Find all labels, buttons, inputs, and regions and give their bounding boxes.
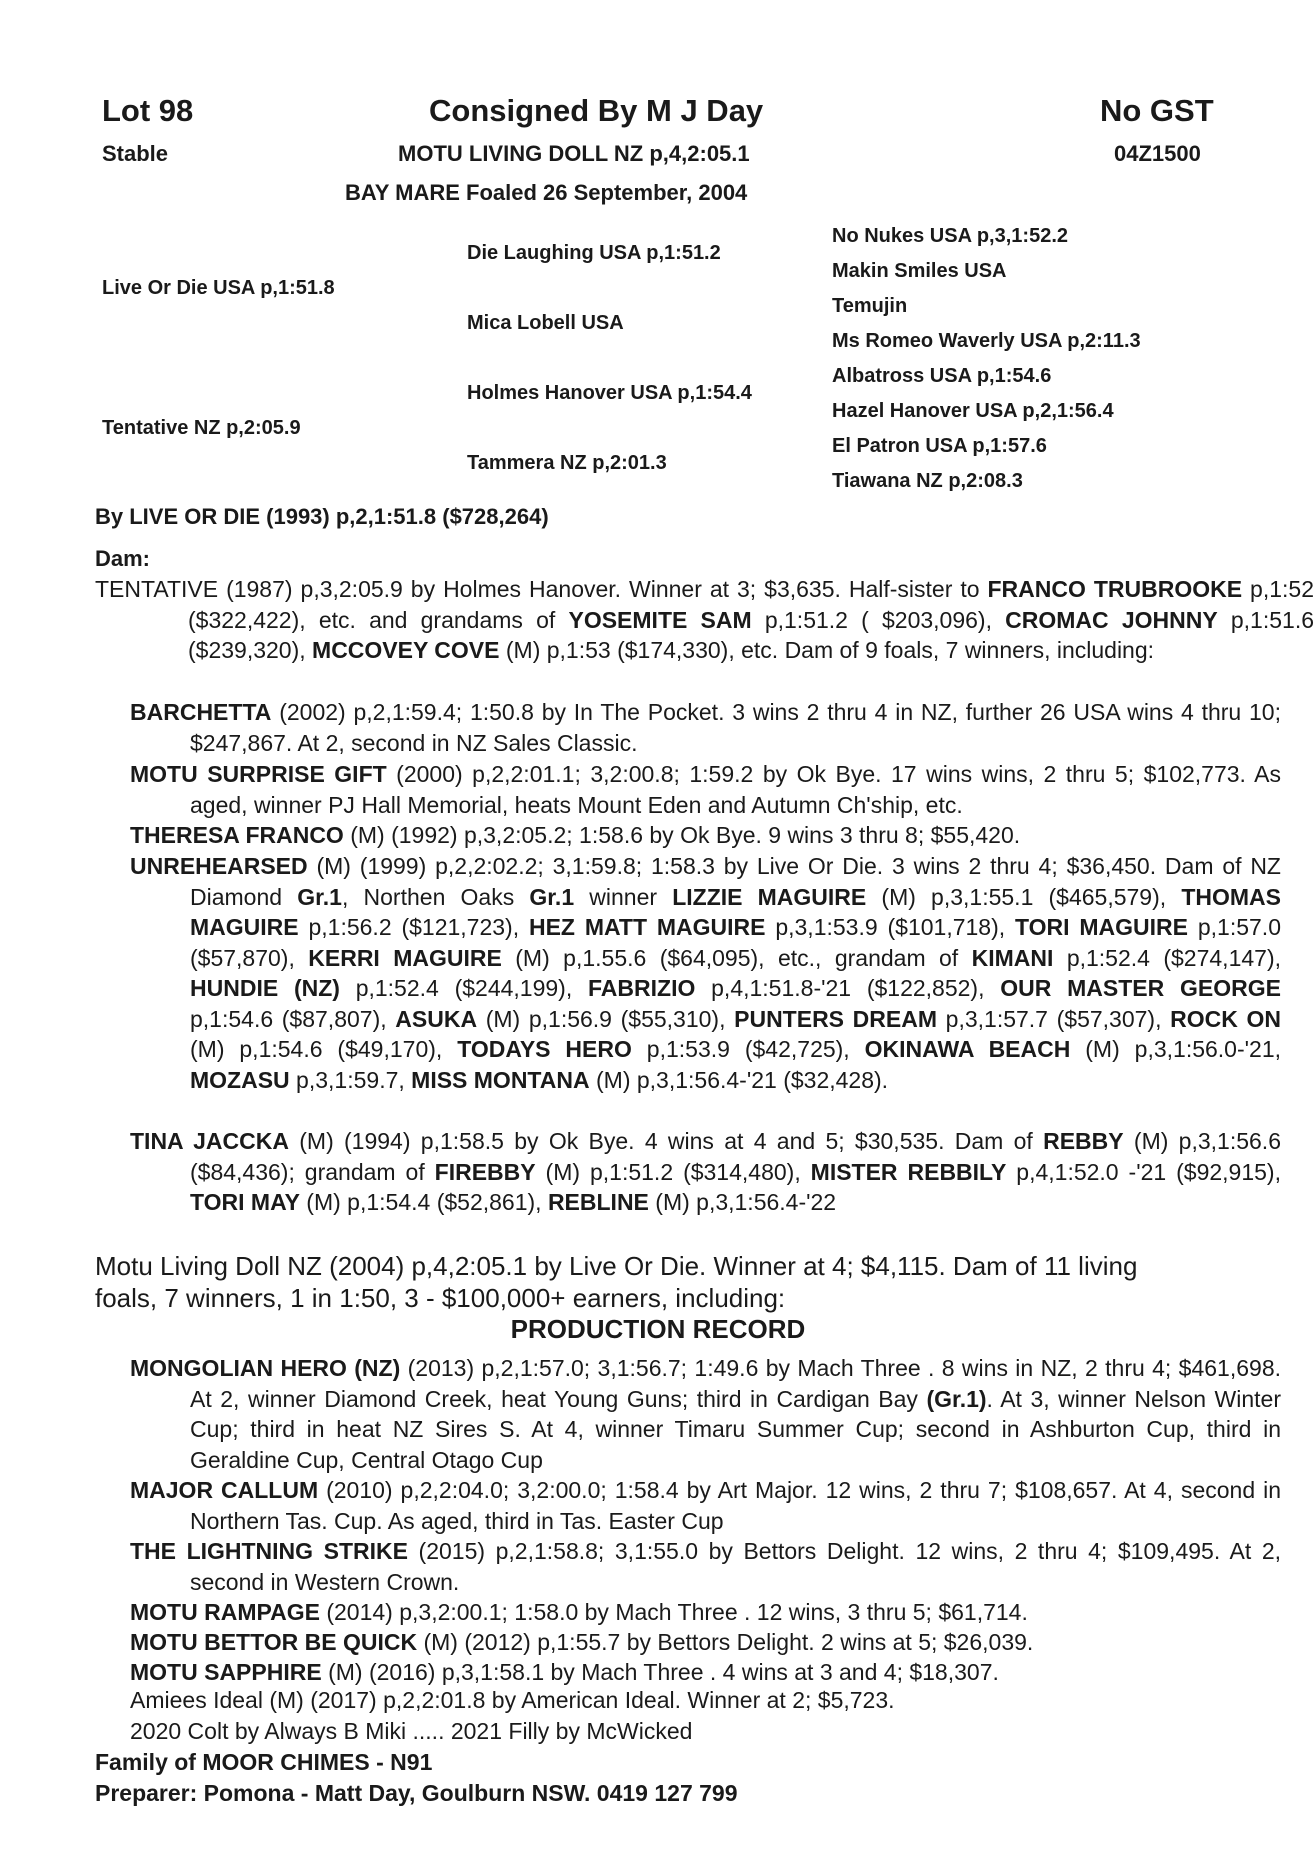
pedigree-dam-dam: Tammera NZ p,2:01.3: [467, 452, 667, 474]
production-entry: Amiees Ideal (M) (2017) p,2,2:01.8 by American Ideal. Winner at 2; $5,723.: [130, 1687, 895, 1713]
horse-name: MOTU LIVING DOLL NZ p,4,2:05.1: [398, 141, 750, 166]
pedigree-gen3: Ms Romeo Waverly USA p,2:11.3: [832, 330, 1141, 352]
family-line: Family of MOOR CHIMES - N91: [95, 1749, 433, 1775]
stable-label: Stable: [102, 141, 169, 166]
mare-summary: Motu Living Doll NZ (2004) p,4,2:05.1 by Live Or Die. Winner at 4; $4,115. Dam of 11 living foals, 7 winners, 1 in 1:50, 3 - $100,000+ earners, including:: [95, 1251, 1138, 1313]
progeny-entry: THERESA FRANCO (M) (1992) p,3,2:05.2; 1:58.6 by Ok Bye. 9 wins 3 thru 8; $55,420.: [130, 822, 1021, 848]
production-entry: MOTU RAMPAGE (2014) p,3,2:00.1; 1:58.0 by Mach Three . 12 wins, 3 thru 5; $61,714.: [130, 1599, 1028, 1625]
pedigree-sire-sire: Die Laughing USA p,1:51.2: [467, 242, 721, 264]
pedigree-dam-sire: Holmes Hanover USA p,1:54.4: [467, 382, 752, 404]
pedigree-gen3: Tiawana NZ p,2:08.3: [832, 470, 1023, 492]
gst-status: No GST: [1100, 93, 1214, 128]
production-entry: THE LIGHTNING STRIKE (2015) p,2,1:58.8; 3,1:55.0 by Bettors Delight. 12 wins, 2 thru 4; $109,495. At 2, second in Western Crown.: [130, 1538, 1281, 1595]
production-record-title: PRODUCTION RECORD: [510, 1314, 806, 1344]
production-entry: MONGOLIAN HERO (NZ) (2013) p,2,1:57.0; 3,1:56.7; 1:49.6 by Mach Three . 8 wins in NZ, 2 thru 4; $461,698. At 2, winner Diamond Creek, heat Young Guns; third in Cardigan Bay (Gr.1). At 3, winner Nelson Winter Cup; third in heat NZ Sires S. At 4, winner Timaru Summer Cup; second in Ashburton Cup, third in Geraldine Cup, Central Otago Cup: [130, 1355, 1281, 1473]
pedigree-sire-dam: Mica Lobell USA: [467, 312, 624, 334]
lot-number: Lot 98: [102, 93, 194, 128]
progeny-entry: BARCHETTA (2002) p,2,1:59.4; 1:50.8 by In The Pocket. 3 wins 2 thru 4 in NZ, further 26 USA wins 4 thru 10; $247,867. At 2, second in NZ Sales Classic.: [130, 699, 1281, 756]
lot-code: 04Z1500: [1114, 141, 1201, 166]
pedigree-gen3: Makin Smiles USA: [832, 260, 1007, 282]
pedigree-sire: Live Or Die USA p,1:51.8: [102, 277, 335, 299]
production-entry: MAJOR CALLUM (2010) p,2,2:04.0; 3,2:00.0; 1:58.4 by Art Major. 12 wins, 2 thru 7; $108,657. At 4, second in Northern Tas. Cup. As aged, third in Tas. Easter Cup: [130, 1477, 1281, 1534]
dam-description: TENTATIVE (1987) p,3,2:05.9 by Holmes Hanover. Winner at 3; $3,635. Half-sister to FRANCO TRUBROOKE p,1:52 ($322,422), etc. and grandams of YOSEMITE SAM p,1:51.2 ( $203,096), CROMAC JOHNNY p,1:51.6 ($239,320), MCCOVEY COVE (M) p,1:53 ($174,330), etc. Dam of 9 foals, 7 winners, including:: [95, 576, 1315, 663]
dam-label: Dam:: [95, 546, 151, 571]
pedigree-gen3: El Patron USA p,1:57.6: [832, 435, 1047, 457]
progeny-entry: MOTU SURPRISE GIFT (2000) p,2,2:01.1; 3,2:00.8; 1:59.2 by Ok Bye. 17 wins wins, 2 thru 5; $102,773. As aged, winner PJ Hall Memorial, heats Mount Eden and Autumn Ch'ship, etc.: [130, 761, 1281, 818]
pedigree-gen3: No Nukes USA p,3,1:52.2: [832, 225, 1069, 247]
production-entry: MOTU BETTOR BE QUICK (M) (2012) p,1:55.7 by Bettors Delight. 2 wins at 5; $26,039.: [130, 1629, 1034, 1655]
progeny-entry: UNREHEARSED (M) (1999) p,2,2:02.2; 3,1:59.8; 1:58.3 by Live Or Die. 3 wins 2 thru 4; $36,450. Dam of NZ Diamond Gr.1, Northen Oaks Gr.1 winner LIZZIE MAGUIRE (M) p,3,1:55.1 ($465,579), THOMAS MAGUIRE p,1:56.2 ($121,723), HEZ MATT MAGUIRE p,3,1:53.9 ($101,718), TORI MAGUIRE p,1:57.0 ($57,870), KERRI MAGUIRE (M) p,1.55.6 ($64,095), etc., grandam of KIMANI p,1:52.4 ($274,147), HUNDIE (NZ) p,1:52.4 ($244,199), FABRIZIO p,4,1:51.8-'21 ($122,852), OUR MASTER GEORGE p,1:54.6 ($87,807), ASUKA (M) p,1:56.9 ($55,310), PUNTERS DREAM p,3,1:57.7 ($57,307), ROCK ON (M) p,1:54.6 ($49,170), TODAYS HERO p,1:53.9 ($42,725), OKINAWA BEACH (M) p,3,1:56.0-'21, MOZASU p,3,1:59.7, MISS MONTANA (M) p,3,1:56.4-'21 ($32,428).: [130, 853, 1282, 1093]
pedigree-gen3: Temujin: [832, 295, 908, 317]
pedigree-gen3: Albatross USA p,1:54.6: [832, 365, 1052, 387]
consignor: Consigned By M J Day: [429, 93, 764, 128]
progeny-entry: TINA JACCKA (M) (1994) p,1:58.5 by Ok Bye. 4 wins at 4 and 5; $30,535. Dam of REBBY (M) p,3,1:56.6 ($84,436); grandam of FIREBBY (M) p,1:51.2 ($314,480), MISTER REBBILY p,4,1:52.0 -'21 ($92,915), TORI MAY (M) p,1:54.4 ($52,861), REBLINE (M) p,3,1:56.4-'22: [130, 1128, 1281, 1215]
pedigree-gen3: Hazel Hanover USA p,2,1:56.4: [832, 400, 1114, 422]
production-entry: MOTU SAPPHIRE (M) (2016) p,3,1:58.1 by Mach Three . 4 wins at 3 and 4; $18,307.: [130, 1659, 999, 1685]
sire-line: By LIVE OR DIE (1993) p,2,1:51.8 ($728,264): [95, 504, 549, 529]
preparer-line: Preparer: Pomona - Matt Day, Goulburn NSW. 0419 127 799: [95, 1780, 738, 1806]
pedigree-dam: Tentative NZ p,2:05.9: [102, 417, 301, 439]
foaled-line: BAY MARE Foaled 26 September, 2004: [345, 180, 748, 205]
recent-foals: 2020 Colt by Always B Miki ..... 2021 Filly by McWicked: [130, 1718, 693, 1744]
